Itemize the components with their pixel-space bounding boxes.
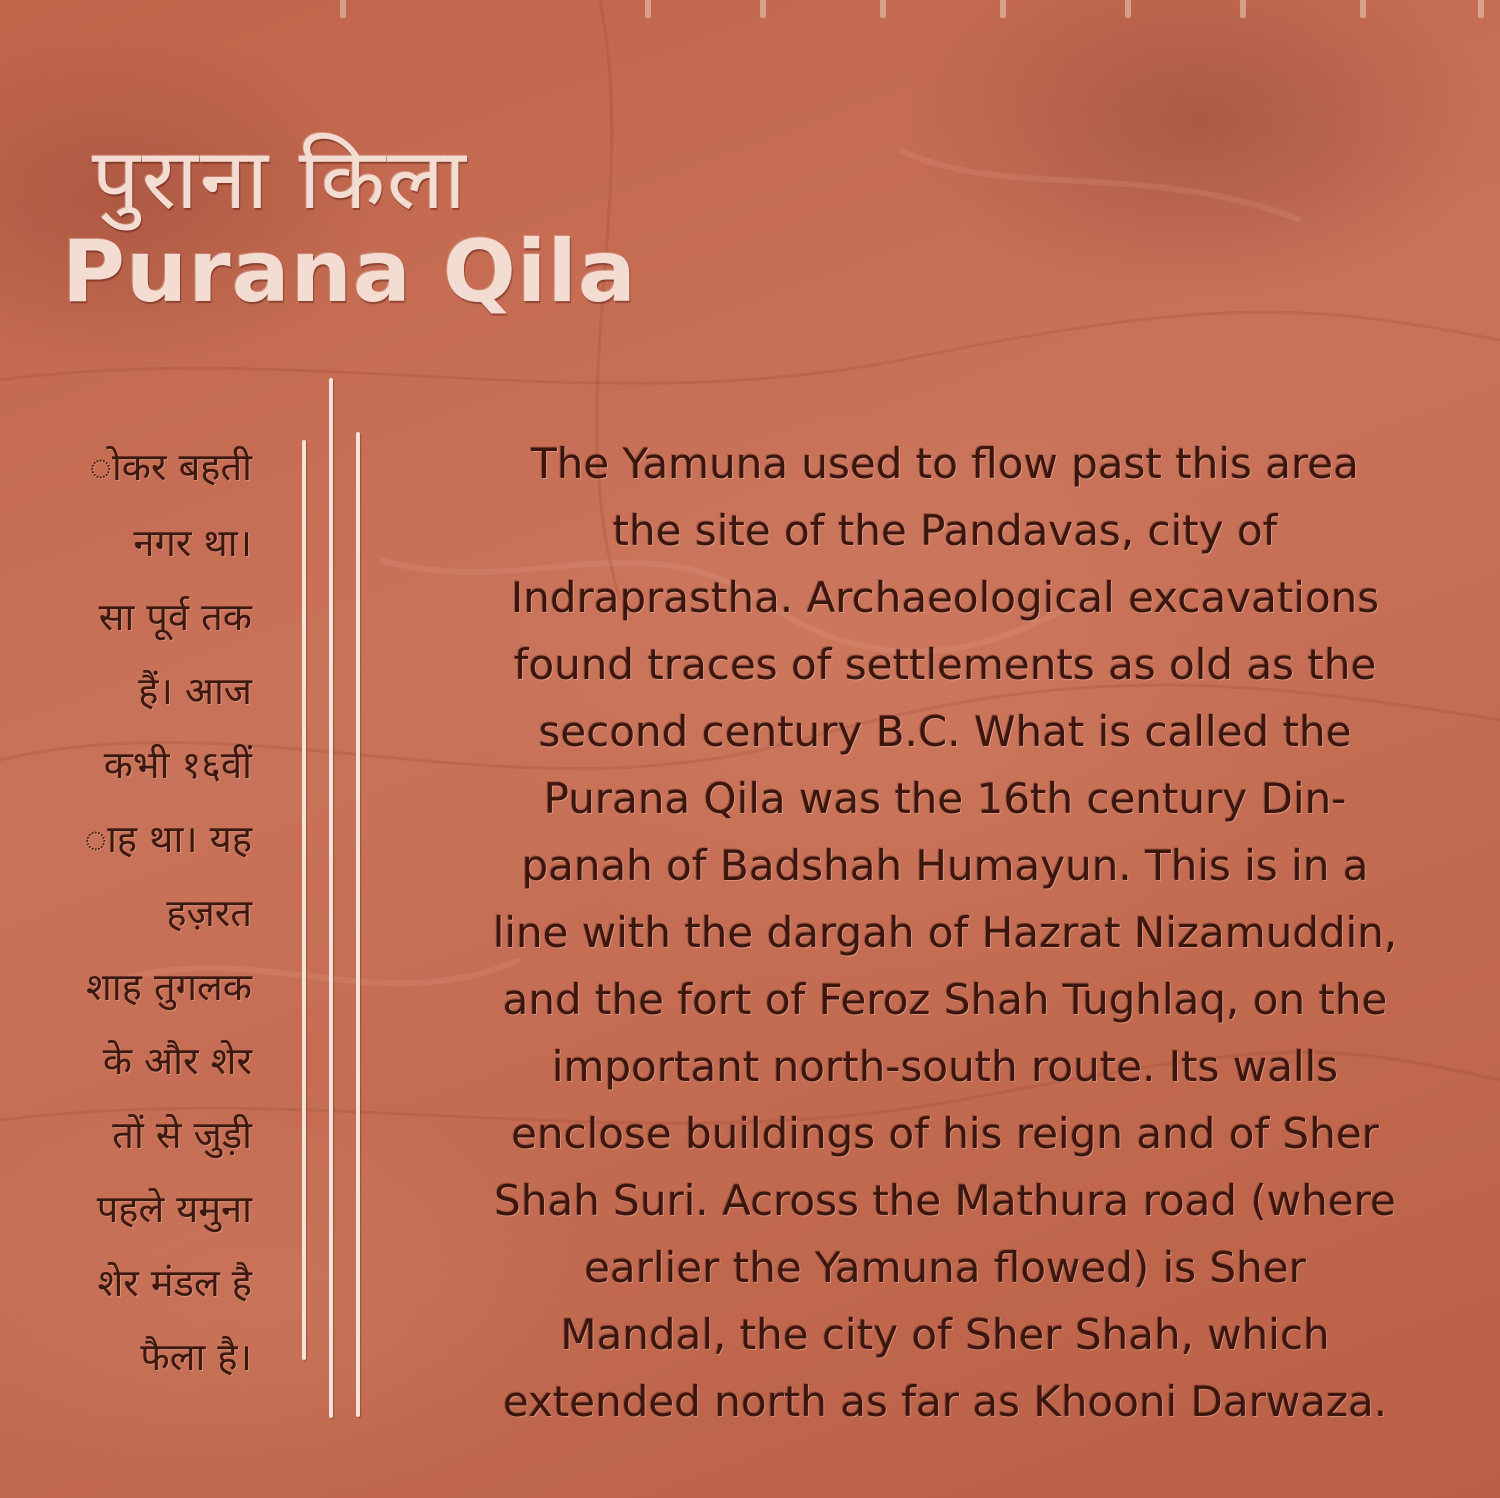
english-line: Indraprastha. Archaeological excavations bbox=[510, 573, 1380, 622]
english-line: and the fort of Feroz Shah Tughlaq, on the bbox=[502, 975, 1388, 1024]
hindi-line: शेर मंडल है bbox=[97, 1261, 252, 1305]
hindi-line: तों से जुड़ी bbox=[112, 1113, 252, 1157]
english-line: found traces of settlements as old as the bbox=[513, 640, 1377, 689]
hindi-line: ाह था। यह bbox=[84, 817, 252, 861]
top-edge-notch bbox=[1000, 0, 1006, 18]
top-edge-notch bbox=[1478, 0, 1484, 18]
english-line: earlier the Yamuna flowed) is Sher bbox=[584, 1243, 1306, 1292]
top-edge-notch bbox=[645, 0, 651, 18]
engraved-divider-line bbox=[302, 440, 306, 1360]
english-line: extended north as far as Khooni Darwaza. bbox=[502, 1377, 1388, 1426]
engraved-divider-line bbox=[329, 378, 333, 1418]
top-edge-notch bbox=[340, 0, 346, 18]
hindi-line: नगर था। bbox=[133, 521, 252, 565]
top-edge-notch bbox=[1240, 0, 1246, 18]
top-edge-notch bbox=[1125, 0, 1131, 18]
english-line: The Yamuna used to flow past this area bbox=[531, 439, 1359, 488]
title-english: Purana Qila bbox=[62, 222, 637, 322]
english-line: the site of the Pandavas, city of bbox=[612, 506, 1278, 555]
hindi-line: के और शेर bbox=[102, 1039, 252, 1083]
hindi-line: फैला है। bbox=[140, 1335, 252, 1379]
hindi-line: कभी १६वीं bbox=[103, 743, 252, 787]
hindi-line: सा पूर्व तक bbox=[98, 595, 252, 639]
hindi-line: पहले यमुना bbox=[96, 1187, 252, 1231]
english-text-block bbox=[400, 430, 1490, 1435]
top-edge-notch bbox=[760, 0, 766, 18]
english-line: Mandal, the city of Sher Shah, which bbox=[560, 1310, 1330, 1359]
english-line: line with the dargah of Hazrat Nizamuddin, bbox=[492, 908, 1398, 957]
hindi-line: हज़रत bbox=[166, 891, 252, 935]
hindi-line: शाह तुगलक bbox=[86, 965, 252, 1009]
engraved-divider-line bbox=[356, 432, 360, 1417]
english-line: panah of Badshah Humayun. This is in a bbox=[521, 841, 1369, 890]
top-edge-notch bbox=[880, 0, 886, 18]
hindi-text-column bbox=[0, 432, 270, 1392]
english-line: second century B.C. What is called the bbox=[538, 707, 1352, 756]
hindi-line: ोकर बहती bbox=[89, 445, 252, 489]
title-hindi: पुराना किला bbox=[92, 130, 468, 228]
hindi-line: हैं। आज bbox=[138, 669, 252, 713]
english-line: important north-south route. Its walls bbox=[551, 1042, 1339, 1091]
english-line: Shah Suri. Across the Mathura road (where bbox=[494, 1176, 1396, 1225]
english-line: Purana Qila was the 16th century Din- bbox=[543, 774, 1347, 823]
english-line: enclose buildings of his reign and of Sher bbox=[511, 1109, 1379, 1158]
top-edge-notch bbox=[1360, 0, 1366, 18]
